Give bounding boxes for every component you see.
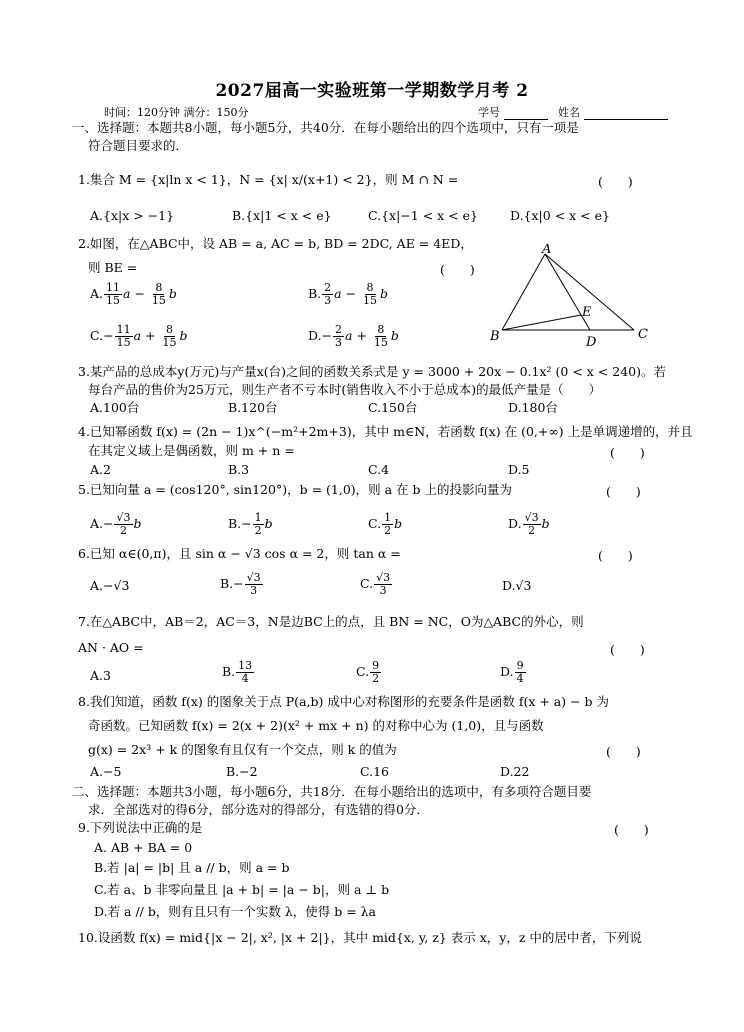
q4-answer-paren: ( ) bbox=[610, 445, 645, 460]
student-info bbox=[478, 104, 668, 120]
q2-triangle-figure bbox=[486, 244, 656, 350]
q7-stem-line2: AN · AO = bbox=[78, 640, 144, 655]
q4-line1: 4.已知幂函数 f(x) = (2n − 1)x^(−m²+2m+3)，其中 m∈N，若函数 f(x) 在 (0,+∞) 上是单调递增的，并且 bbox=[78, 424, 693, 439]
q4-line2: 在其定义域上是偶函数，则 m + n = bbox=[88, 443, 295, 458]
q6-answer-paren: ( ) bbox=[598, 548, 633, 563]
q1-option-c: C.{x|−1 < x < e} bbox=[368, 208, 478, 223]
section1-header-line2: 符合题目要求的． bbox=[88, 138, 189, 153]
q7-option-a: A.3 bbox=[90, 668, 111, 683]
q2-option-c: C.− $\frac{11}{15}$ a + $\frac{8}{15}$ b bbox=[90, 323, 188, 349]
segment-be bbox=[502, 315, 581, 330]
q4-option-a: A.2 bbox=[90, 462, 111, 477]
q2-option-b: B. $\frac{2}{3}$ a − $\frac{8}{15}$ b bbox=[308, 281, 389, 307]
name-label: 姓名 bbox=[558, 106, 580, 119]
q5-option-c: C. $\frac{1}{2}$ b bbox=[368, 511, 403, 537]
q9-option-c: C.若 a、b 非零向量且 |a + b| = |a − b|，则 a ⊥ b bbox=[94, 882, 390, 897]
q5-answer-paren: ( ) bbox=[606, 484, 641, 499]
q1-option-a: A.{x|x > −1} bbox=[90, 208, 175, 223]
q2-answer-paren: ( ) bbox=[440, 262, 475, 277]
q3-line1: 3.某产品的总成本y(万元)与产量x(台)之间的函数关系式是 y = 3000 + 20x − 0.1x² (0 < x < 240)。若 bbox=[78, 364, 666, 379]
q7-stem: 7.在△ABC中，AB＝2，AC＝3，N是边BC上的点，且 BN = NC，O为△ABC的外心，则 bbox=[78, 614, 584, 629]
label-d: D bbox=[586, 335, 597, 350]
q8-line2: 奇函数。已知函数 f(x) = 2(x + 2)(x² + mx + n) 的对称中心为 (1,0)，且与函数 bbox=[88, 718, 544, 733]
triangle-side-ab bbox=[502, 254, 545, 330]
q9-option-b: B.若 |a| = |b| 且 a // b，则 a = b bbox=[94, 860, 290, 875]
q7-option-b: B. $\frac{13}{4}$ bbox=[222, 659, 253, 685]
label-c: C bbox=[638, 327, 648, 342]
q2-stem: 2.如图，在△ABC中，设 AB = a, AC = b, BD = 2DC, AE = 4ED， bbox=[78, 236, 473, 251]
exam-time-info: 时间：120分钟 满分：150分 bbox=[104, 106, 249, 119]
q4-option-b: B.3 bbox=[228, 462, 250, 477]
q6-stem: 6.已知 α∈(0,π)，且 sin α − √3 cos α = 2，则 tan α = bbox=[78, 546, 401, 561]
q3-line2: 每台产品的售价为25万元，则生产者不亏本时(销售收入不小于总成本)的最低产量是（ ） bbox=[88, 382, 602, 397]
q6-option-c: C. $\frac{√3}{3}$ bbox=[360, 571, 391, 597]
q1-option-d: D.{x|0 < x < e} bbox=[510, 208, 610, 223]
q3-option-c: C.150台 bbox=[368, 400, 418, 415]
label-a: A bbox=[542, 244, 552, 257]
student-id-label: 学号 bbox=[478, 106, 500, 119]
q4-option-d: D.5 bbox=[508, 462, 530, 477]
q1-stem: 1.集合 M = {x|ln x < 1}，N = {x| x/(x+1) < 2}，则 M ∩ N = bbox=[78, 172, 459, 187]
q8-option-b: B.−2 bbox=[226, 764, 258, 779]
q8-option-d: D.22 bbox=[500, 764, 530, 779]
q6-option-d: D.√3 bbox=[502, 578, 532, 593]
q7-option-d: D. $\frac{9}{4}$ bbox=[500, 659, 524, 685]
q2-option-a: A. $\frac{11}{15}$ a − $\frac{8}{15}$ b bbox=[90, 281, 177, 307]
q9-option-d: D.若 a // b，则有且只有一个实数 λ，使得 b = λa bbox=[94, 904, 377, 919]
q5-option-d: D. $\frac{√3}{2}$ b bbox=[508, 511, 550, 537]
section2-header-line1: 二、选择题：本题共3小题，每小题6分，共18分．在每小题给出的选项中，有多项符合题目要 bbox=[72, 784, 592, 799]
q6-option-a: A.−√3 bbox=[90, 578, 130, 593]
label-b: B bbox=[490, 329, 500, 344]
q5-stem: 5.已知向量 a = (cos120°, sin120°)，b = (1,0)，则 a 在 b 上的投影向量为 bbox=[78, 482, 512, 497]
label-e: E bbox=[582, 305, 592, 320]
q8-option-a: A.−5 bbox=[90, 764, 122, 779]
q9-stem: 9.下列说法中正确的是 bbox=[78, 820, 203, 835]
section1-header-line1: 一、选择题：本题共8小题，每小题5分，共40分．在每小题给出的四个选项中，只有一项是 bbox=[72, 120, 579, 135]
q3-option-a: A.100台 bbox=[90, 400, 140, 415]
q1-answer-paren: ( ) bbox=[598, 174, 633, 189]
q8-answer-paren: ( ) bbox=[606, 744, 641, 759]
q6-option-b: B.− $\frac{√3}{3}$ bbox=[220, 571, 261, 597]
q5-option-b: B.− $\frac{1}{2}$ b bbox=[228, 511, 273, 537]
section2-header-line2: 求．全部选对的得6分，部分选对的得部分，有选错的得0分． bbox=[88, 802, 429, 817]
q9-answer-paren: ( ) bbox=[614, 822, 649, 837]
q7-option-c: C. $\frac{9}{2}$ bbox=[356, 659, 380, 685]
q1-option-b: B.{x|1 < x < e} bbox=[232, 208, 332, 223]
q10-stem: 10.设函数 f(x) = mid{|x − 2|, x², |x + 2|}，其中 mid{x, y, z} 表示 x，y，z 中的居中者，下列说 bbox=[78, 930, 642, 945]
q8-line3: g(x) = 2x³ + k 的图象有且仅有一个交点，则 k 的值为 bbox=[88, 742, 397, 757]
page-title: 2027届高一实验班第一学期数学月考 2 bbox=[215, 81, 529, 101]
q5-option-a: A.− $\frac{√3}{2}$ b bbox=[90, 511, 142, 537]
q7-answer-paren: ( ) bbox=[610, 642, 645, 657]
name-blank bbox=[584, 119, 668, 120]
q4-option-c: C.4 bbox=[368, 462, 390, 477]
q9-option-a: A. AB + BA = 0 bbox=[94, 840, 193, 855]
q2-stem-line2: 则 BE = bbox=[88, 260, 138, 275]
q2-option-d: D.− $\frac{2}{3}$ a + $\frac{8}{15}$ b bbox=[308, 323, 399, 349]
q8-option-c: C.16 bbox=[360, 764, 389, 779]
q3-option-b: B.120台 bbox=[228, 400, 278, 415]
q3-option-d: D.180台 bbox=[508, 400, 558, 415]
q8-line1: 8.我们知道，函数 f(x) 的图象关于点 P(a,b) 成中心对称图形的充要条件是函数 f(x + a) − b 为 bbox=[78, 694, 610, 709]
